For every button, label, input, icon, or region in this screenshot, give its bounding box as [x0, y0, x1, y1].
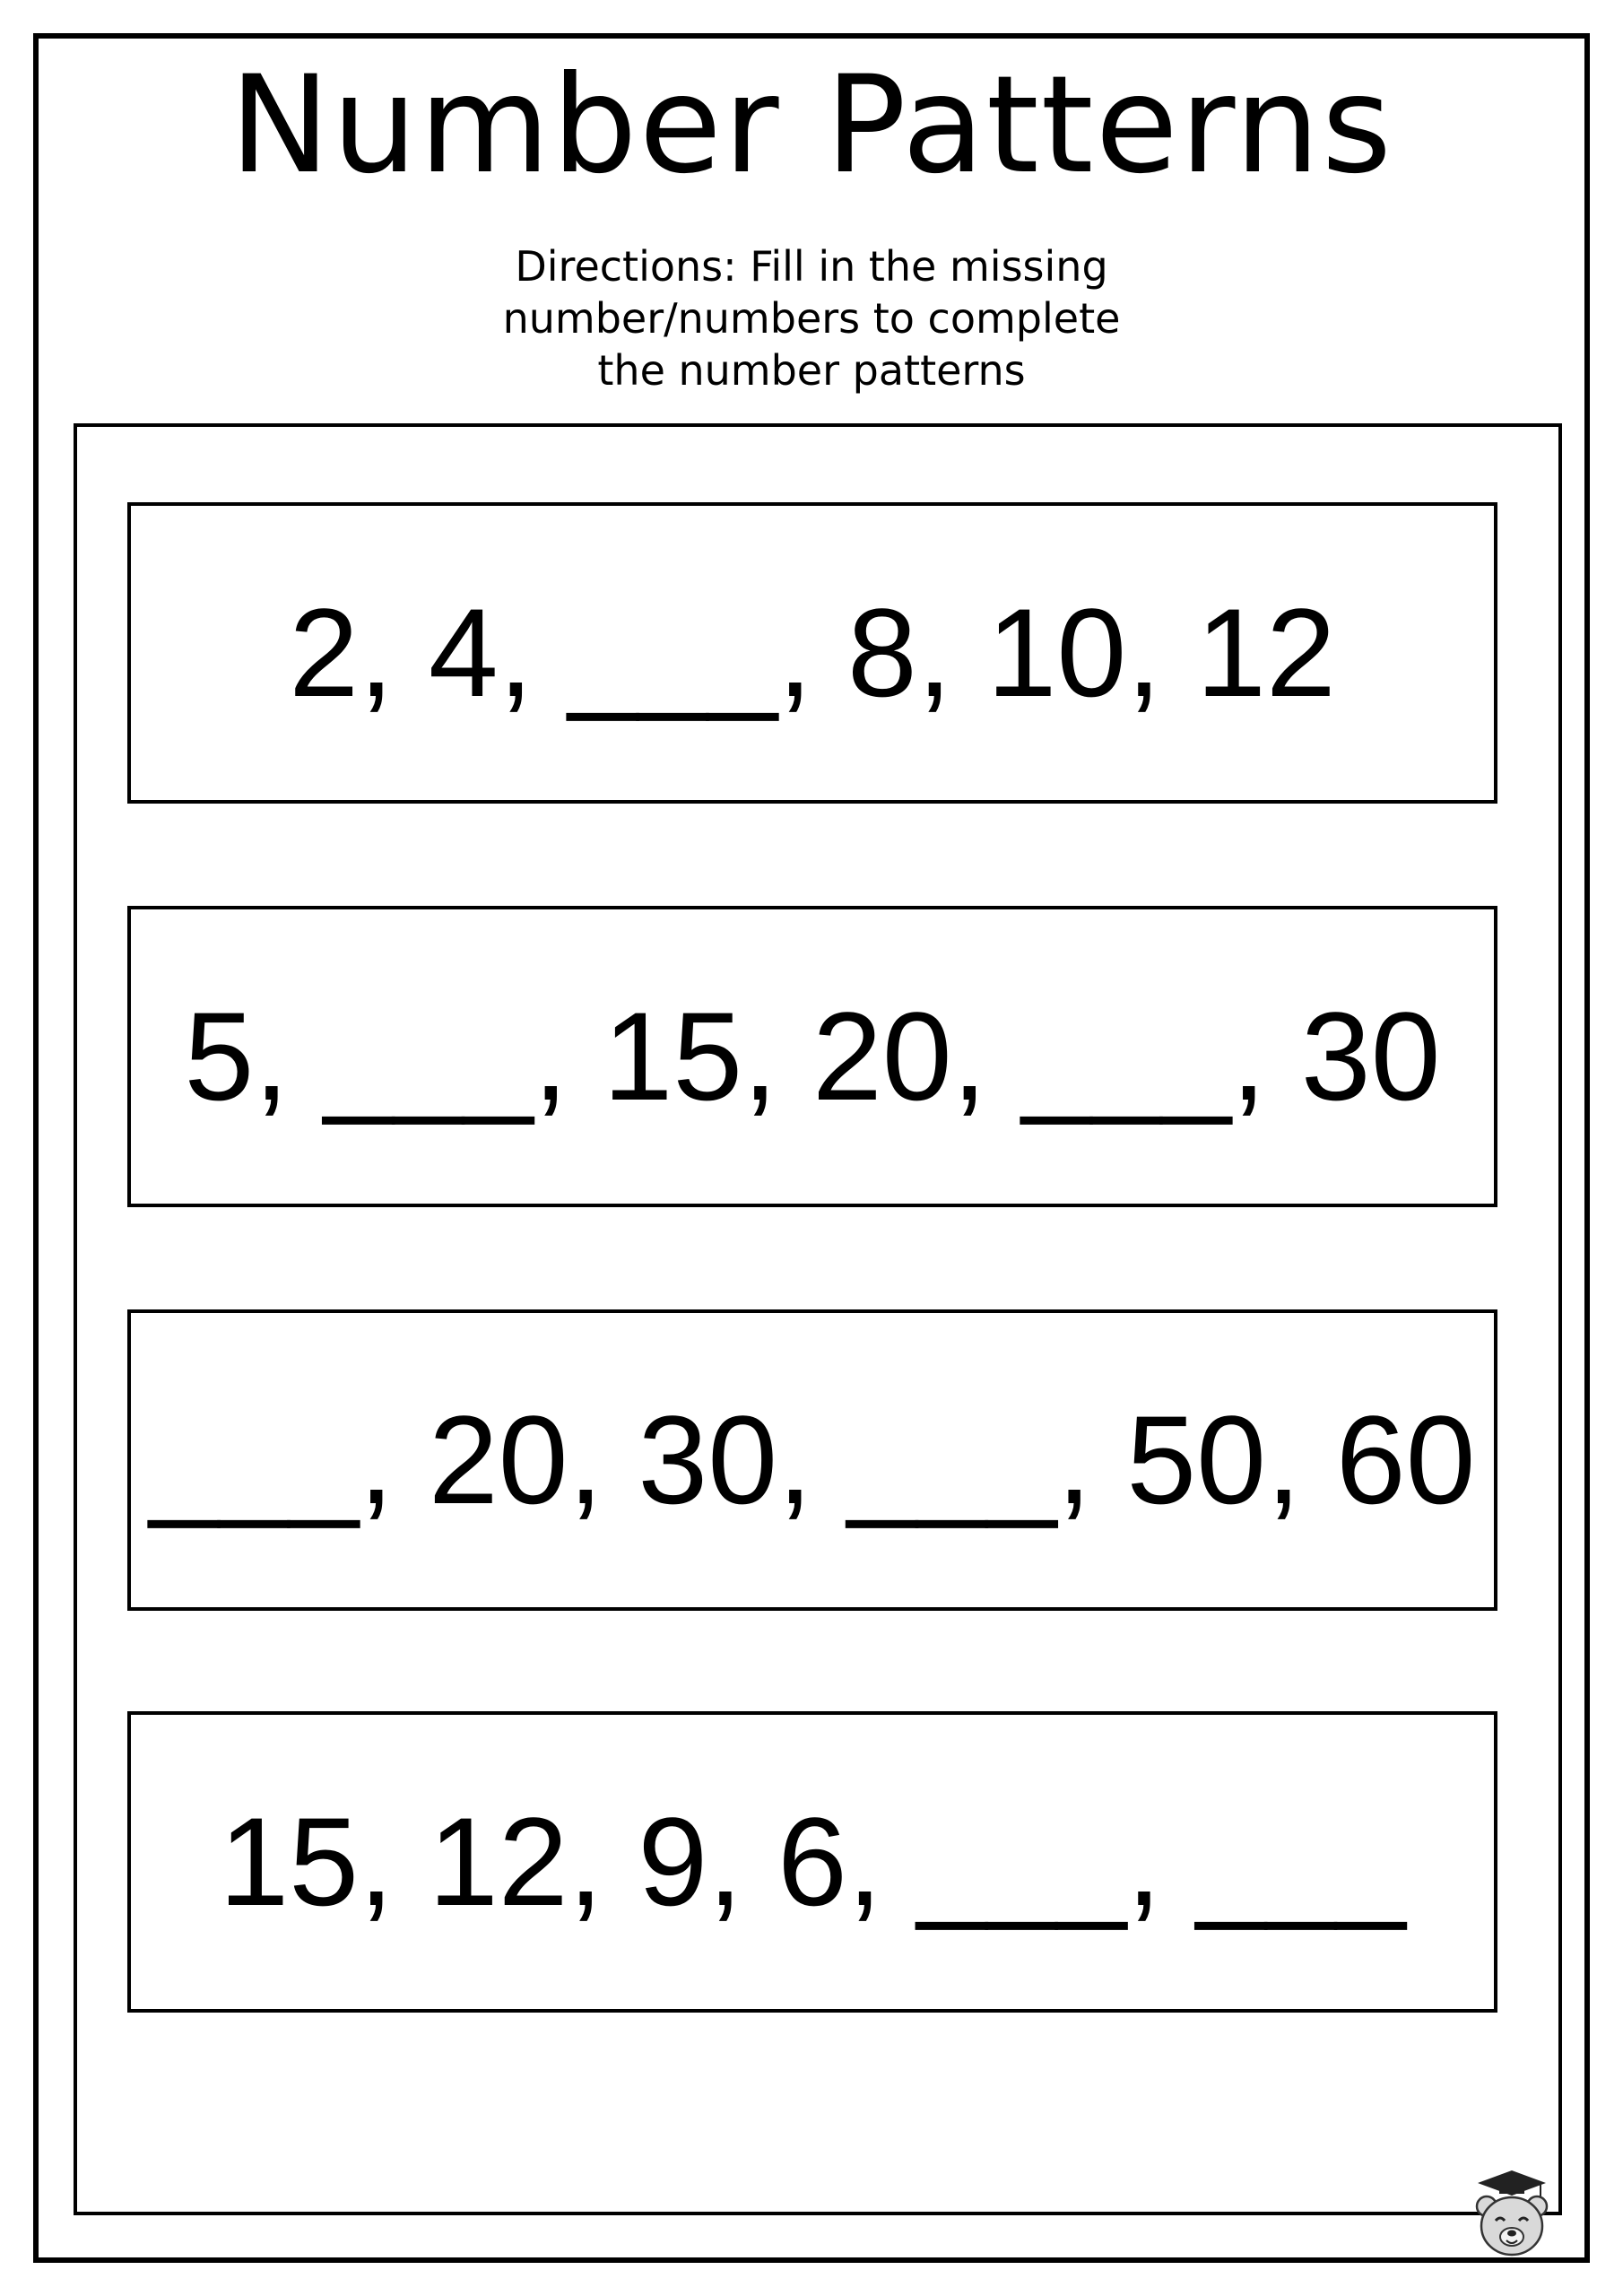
pattern-text-2: 5, ___, 15, 20, ___, 30 [184, 986, 1441, 1126]
directions-line-2: number/numbers to complete [502, 294, 1121, 343]
graduate-bear-icon [1469, 2169, 1555, 2258]
directions-line-3: the number patterns [597, 346, 1026, 395]
page-title: Number Patterns [229, 48, 1394, 204]
pattern-text-1: 2, 4, ___, 8, 10, 12 [289, 582, 1336, 723]
pattern-box-1 [127, 502, 1497, 804]
directions-line-1: Directions: Fill in the missing [515, 242, 1108, 291]
pattern-text-4: 15, 12, 9, 6, ___, ___ [219, 1791, 1406, 1932]
pattern-box-2 [127, 906, 1497, 1207]
pattern-text-3: ___, 20, 30, ___, 50, 60 [149, 1389, 1476, 1530]
pattern-box-3 [127, 1309, 1497, 1611]
pattern-box-4 [127, 1711, 1497, 2013]
directions [0, 240, 1623, 396]
